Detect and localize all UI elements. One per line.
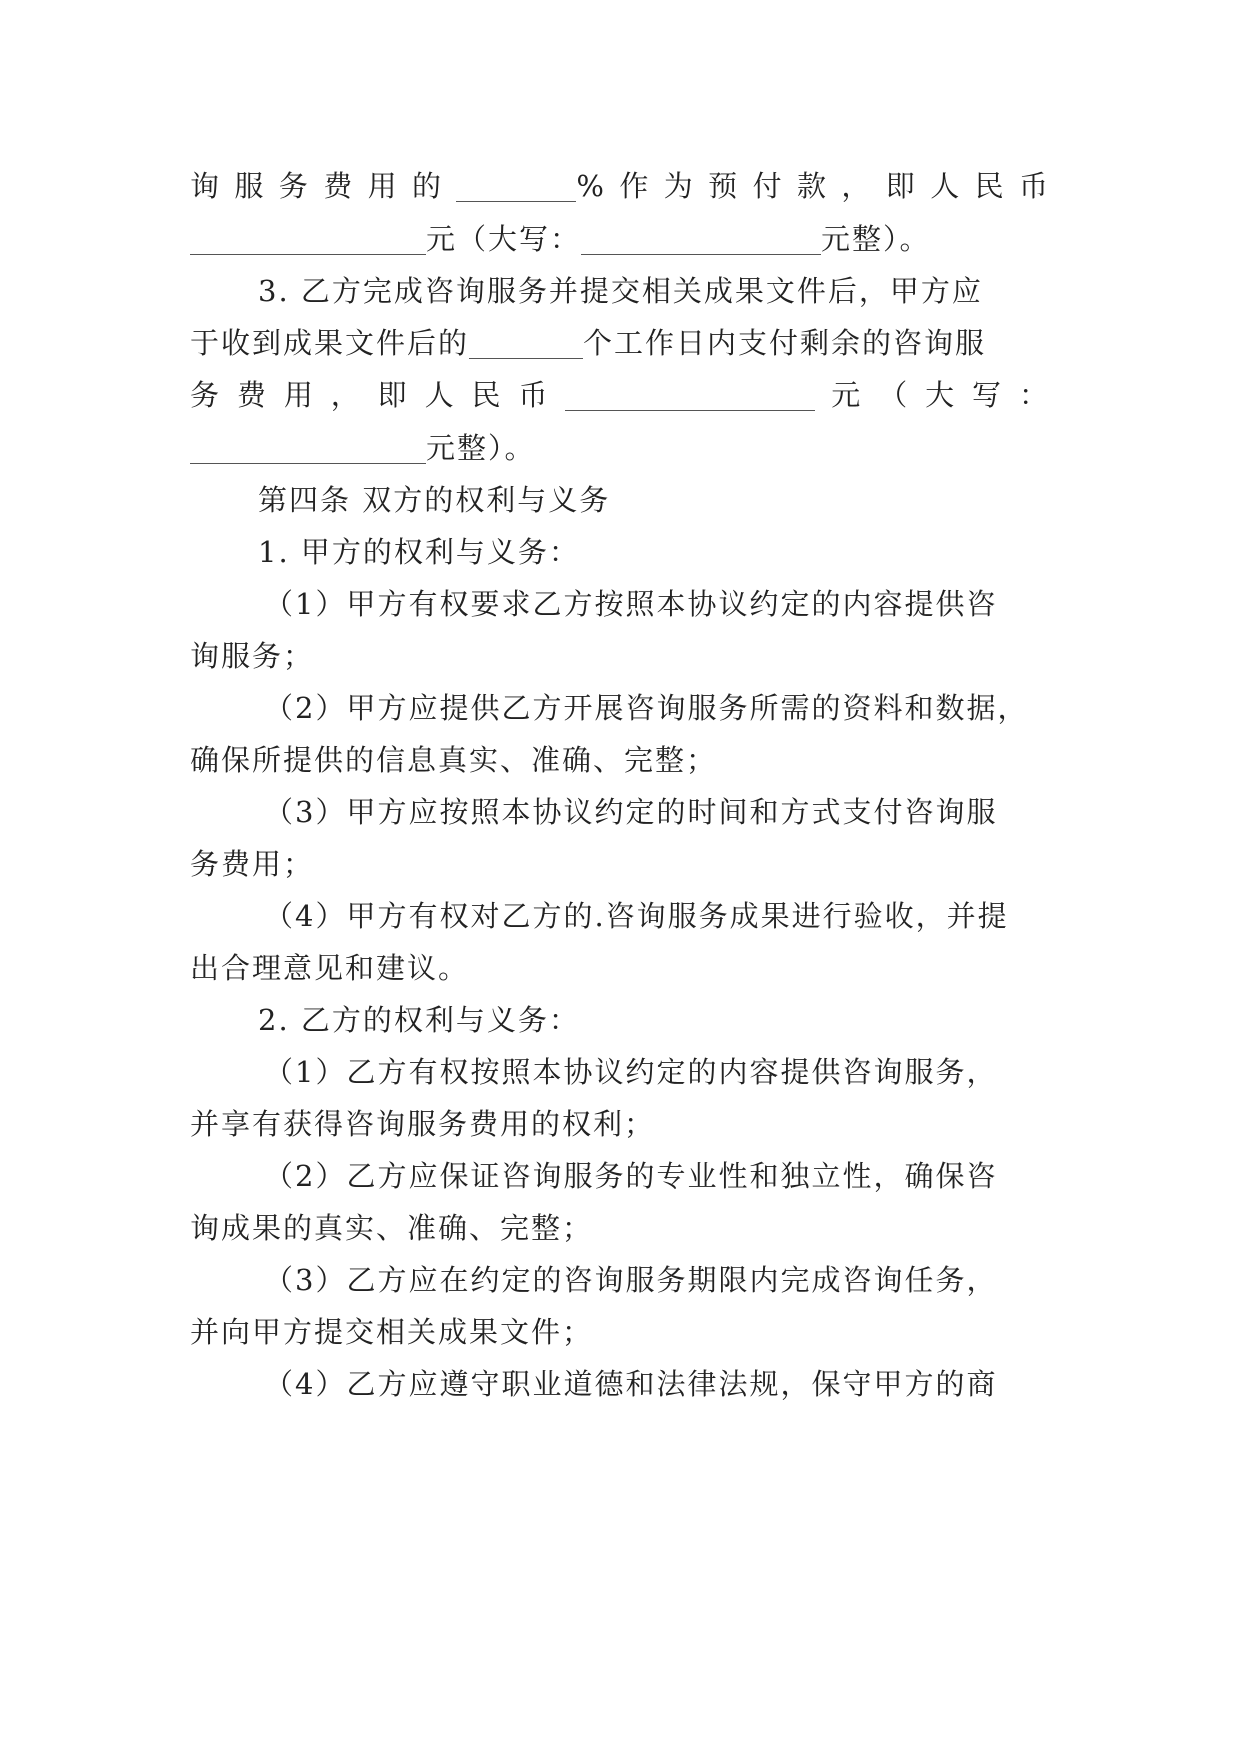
text-segment: 于收到成果文件后的 [190, 326, 470, 360]
text-line [190, 428, 1050, 468]
text-segment: 元整）。 [426, 431, 536, 465]
text-line: （3）乙方应在约定的咨询服务期限内完成咨询任务， [264, 1263, 998, 1297]
text-line [190, 323, 1050, 363]
text-line: （4）甲方有权对乙方的.咨询服务成果进行验收，并提 [264, 899, 1009, 933]
text-line: 2. 乙方的权利与义务： [258, 1003, 580, 1037]
text-line: （2）乙方应保证咨询服务的专业性和独立性，确保咨 [264, 1159, 998, 1193]
text-line: 1. 甲方的权利与义务： [258, 535, 580, 569]
text-line: （2）甲方应提供乙方开展咨询服务所需的资料和数据， [264, 691, 1029, 725]
text-segment: 询服务费用的 [190, 169, 457, 203]
fill-blank [190, 433, 426, 464]
text-line: 确保所提供的信息真实、准确、完整； [190, 743, 718, 777]
text-line [190, 375, 1050, 415]
text-segment: 务费用，即人民币 [190, 378, 566, 412]
section-heading: 第四条 双方的权利与义务 [258, 483, 611, 517]
fill-blank [456, 171, 576, 202]
text-segment: 元（大写： [815, 378, 1050, 412]
text-line: （4）乙方应遵守职业道德和法律法规，保守甲方的商 [264, 1367, 998, 1401]
fill-blank [190, 224, 426, 255]
text-line: 询成果的真实、准确、完整； [190, 1211, 594, 1245]
fill-blank [469, 328, 583, 359]
text-segment: 元整）。 [821, 222, 931, 256]
text-line: （1）甲方有权要求乙方按照本协议约定的内容提供咨 [264, 587, 998, 621]
fill-blank [581, 224, 821, 255]
text-line [190, 166, 1050, 206]
fill-blank [565, 380, 815, 411]
text-segment: %作为预付款，即人民币 [576, 169, 1050, 203]
text-line [190, 219, 1050, 259]
text-line: 并向甲方提交相关成果文件； [190, 1315, 594, 1349]
text-line: 务费用； [190, 847, 315, 881]
text-line: （1）乙方有权按照本协议约定的内容提供咨询服务， [264, 1055, 998, 1089]
text-segment: 个工作日内支付剩余的咨询服 [583, 326, 987, 360]
text-line: （3）甲方应按照本协议约定的时间和方式支付咨询服 [264, 795, 998, 829]
text-line: 出合理意见和建议。 [190, 951, 470, 985]
text-line: 3. 乙方完成咨询服务并提交相关成果文件后，甲方应 [258, 274, 983, 308]
text-segment: 元（大写： [426, 222, 582, 256]
text-line: 询服务； [190, 639, 315, 673]
text-line: 并享有获得咨询服务费用的权利； [190, 1107, 656, 1141]
